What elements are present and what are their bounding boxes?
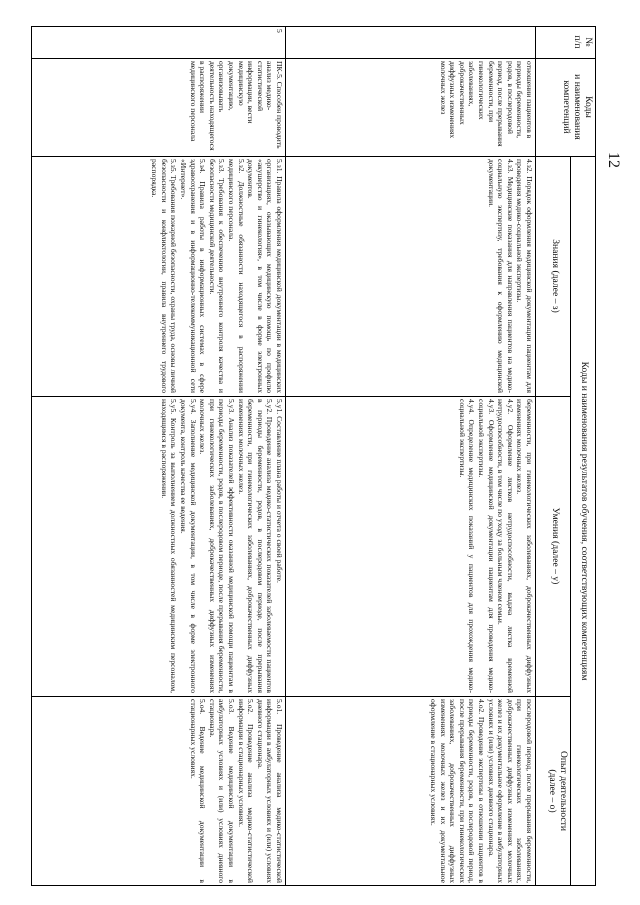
row1-knowledge [286,156,536,396]
column-divider [31,396,571,397]
skill-item: 5.у3. Анализ показателей эффективности оказанной медицинской помощи пациентам в периоды беременности, родов, в послеродовом периоде, после прерывания беременности, при гинекологических заболеваниях, доброкачественных диффузных изменениях молочных желез. [198,399,237,693]
row2-number: 5 [275,29,284,33]
column-divider [31,58,596,59]
header-group-divider [570,156,571,886]
header-skills: Умения (далее – у) [550,507,561,585]
row1-competency: отношении пациентов в периоды беременности, родов, в послеродовой период, после прерывания беременности, при гинекологических заболеваниях, доброкачественных диффузных изменениях молочных желез [438,61,534,147]
knowledge-item: 5.з2. Должностные обязанности находящегося в распоряжении медицинского персонала. [227,159,246,393]
skill-item: 5.у5. Контроль за выполнением должностных обязанностей медицинским персоналом, находящимся в распоряжении. [159,399,179,693]
knowledge-item: 4.з3. Медицинские показания для направления пациентов на медико-социальную экспертизу, требования к оформлению медицинской документации. [486,159,515,393]
header-num: № п/п [572,35,594,49]
header-experience: Опыт деятельности (далее – о) [547,750,569,832]
knowledge-item: 5.з4. Правила работы в информационных системах в сфере здравоохранения и в информационно-телекоммуникационной сети «Интернет». [179,159,208,393]
skill-item: 5.у4. Заполнение медицинской документации, в том числе в форме электронного документа, контроль качества ее ведения. [179,399,198,693]
knowledge-item: 5.з1. Правила оформления медицинской документации в медицинских организациях, оказывающих медицинскую помощь по профилю «акушерство и гинекология», в том числе в форме электронных документов. [246,159,284,393]
skill-item: 5.у1. Составление плана работы и отчета о своей работе. [275,399,284,583]
header-bottom-rule [535,26,536,886]
row-divider [285,26,286,886]
table-border-top [595,26,596,886]
column-divider [31,696,571,697]
experience-item: 5.о3. Ведение медицинской документации в амбулаторных условиях и (или) условиях дневного стационара. [207,699,237,883]
table-border-left [31,26,596,27]
row1-experience [286,696,536,886]
column-divider [31,156,596,157]
skill-item: 4.у3. Оформление медицинской документации пациентам для проведения медико-социальной экспертизы. [477,399,496,693]
competency-results-table [31,26,596,886]
experience-item: 5.о4. Ведение медицинской документации в стационарных условиях. [188,699,208,883]
page-number: 12 [605,152,622,168]
header-results-group: Коды и наименования результатов обучения, соответствующих компетенциям [579,361,590,681]
header-knowledge: Знания (далее – з) [550,239,561,313]
row2-knowledge [31,156,286,396]
experience-item: послеродовой период, после прерывания беременности, при гинекологических заболеваниях, доброкачественных диффузных изменениях молочных желез и их документальное оформление в амбулаторных условиях и (или) условиях дневного стационара. [486,699,534,883]
experience-item: 5.о1. Проведение анализа медико-статистической информации в амбулаторных условиях и (или) условиях дневного стационара. [255,699,284,883]
skill-item: 5.у2. Проведение анализа медико-статистических показателей заболеваемости пациентов в периоды беременности, родов, в послеродовом периоде, после прерывания беременности, при гинекологических заболеваниях, доброкачественных диффузных изменениях молочных желез. [236,399,275,693]
experience-item: 4.о2. Проведение экспертизы в отношении пациентов в периоды беременности, родов, в послеродовой период, после прерывания беременности, при гинекологических заболеваниях, доброкачественных диффузных изменениях молочных желез и их документальное оформление в стационарных условиях. [429,699,487,883]
row1-number [286,26,536,58]
knowledge-item: 4.з2. Порядок оформления медицинской документации пациентам для проведения медико-социальной экспертизы. [515,159,534,393]
skill-item: 4.у4. Определение медицинских показаний у пациентов для прохождения медико-социальной экспертизы. [457,399,477,693]
skill-item: беременности, при гинекологических заболеваниях, доброкачественных диффузных изменениях молочных желез. [515,399,534,693]
row2-experience [31,696,286,886]
knowledge-item: 5.з3. Требования к обеспечению внутреннего контроля качества и безопасности медицинской деятельности. [207,159,227,393]
header-codes: Коды и наименования компетенций [561,74,594,140]
row2-skills [31,396,286,696]
table-border-bottom [31,26,32,886]
knowledge-item: 5.з5. Требования пожарной безопасности, охраны труда, основы личной безопасности и конфликтологии, правила внутреннего трудового распорядка. [150,159,179,393]
experience-item: 5.о2. Проведение анализа медико-статистической информации в стационарных условиях. [236,699,256,883]
row2-competency: ПК-5. Способен проводить анализ медико-статистической информации, вести медицинскую документацию, организовывать деятельность находящегося в распоряжении медицинского персонала [188,61,284,151]
row1-skills [286,396,536,696]
skill-item: 4.у2. Оформление листков нетрудоспособности, выдача листка временной нетрудоспособности, в том числе по уходу за больным членом семьи. [496,399,515,693]
table-border-right [31,885,596,886]
